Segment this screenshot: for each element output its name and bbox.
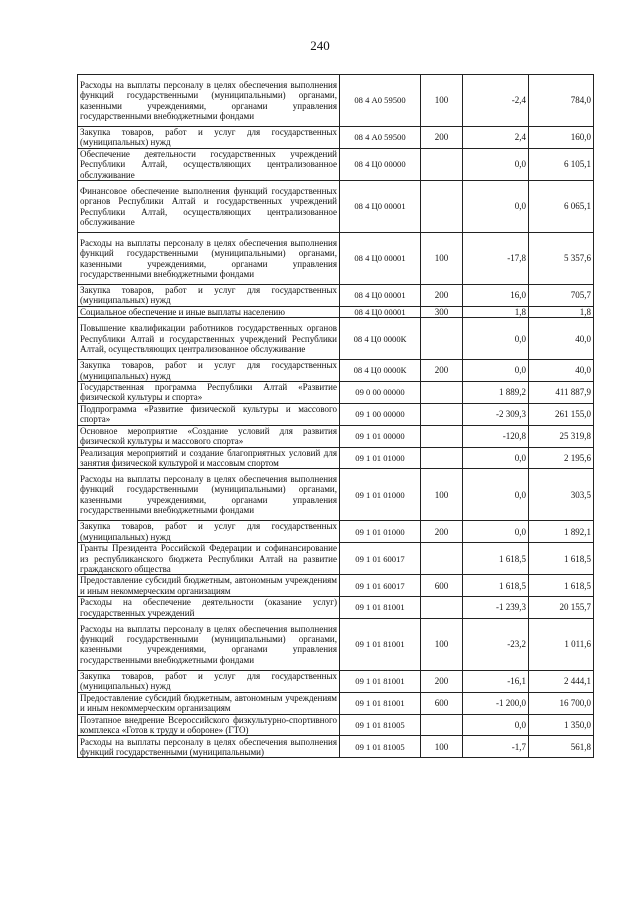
expense-type-cell [421,181,463,233]
total-amount-cell: 1 011,6 [529,618,594,670]
table-row [78,75,594,127]
expense-type-cell [421,403,463,425]
target-code-cell: 09 1 01 01000 [340,469,421,521]
change-amount-cell: -16,1 [463,670,529,692]
target-code-cell: 09 1 00 00000 [340,403,421,425]
expense-name-cell: Закупка товаров, работ и услуг для государственных (муниципальных) нужд [78,670,340,692]
table-row [78,543,594,575]
target-code-cell: 09 0 00 00000 [340,382,421,404]
total-amount-cell: 1 618,5 [529,543,594,575]
expense-name-cell: Расходы на выплаты персоналу в целях обеспечения выполнения функций государственными (муниципальными) органами, казенными учреждениями, органами управления государственными внебюджетными фондами [78,618,340,670]
expense-name-cell: Социальное обеспечение и иные выплаты населению [78,306,340,317]
target-code-cell: 09 1 01 01000 [340,447,421,469]
change-amount-cell: -2 309,3 [463,403,529,425]
change-amount-cell: 0,0 [463,181,529,233]
total-amount-cell: 16 700,0 [529,692,594,714]
total-amount-cell: 784,0 [529,75,594,127]
expense-type-cell: 100 [421,736,463,758]
target-code-cell: 09 1 01 81005 [340,736,421,758]
expense-name-cell: Основное мероприятие «Создание условий для развития физической культуры и массового спорта» [78,425,340,447]
page-number: 240 [310,38,330,53]
expense-name-cell: Закупка товаров, работ и услуг для государственных (муниципальных) нужд [78,521,340,543]
total-amount-cell: 160,0 [529,127,594,149]
expense-type-cell: 600 [421,575,463,597]
total-amount-cell: 1 618,5 [529,575,594,597]
total-amount-cell: 6 105,1 [529,148,594,180]
expense-name-cell: Расходы на выплаты персоналу в целях обеспечения выполнения функций государственными (муниципальными) органами, казенными учреждениями, органами управления государственными внебюджетными фондами [78,75,340,127]
table-row [78,403,594,425]
expense-type-cell: 100 [421,469,463,521]
table-row [78,618,594,670]
target-code-cell: 09 1 01 81001 [340,670,421,692]
expense-type-cell [421,447,463,469]
change-amount-cell: 2,4 [463,127,529,149]
expense-type-cell [421,597,463,619]
target-code-cell: 08 4 Ц0 00001 [340,181,421,233]
expense-name-cell: Финансовое обеспечение выполнения функций государственных органов Республики Алтай и государственных учреждений Республики Алтай, осуществляющих централизованное обслуживание [78,181,340,233]
expense-type-cell: 100 [421,618,463,670]
change-amount-cell: -1 200,0 [463,692,529,714]
expense-type-cell [421,318,463,360]
expense-type-cell: 600 [421,692,463,714]
total-amount-cell: 561,8 [529,736,594,758]
expense-name-cell: Реализация мероприятий и создание благоприятных условий для занятия физической культурой и массовым спортом [78,447,340,469]
expense-name-cell: Государственная программа Республики Алтай «Развитие физической культуры и спорта» [78,382,340,404]
target-code-cell: 08 4 А0 59500 [340,127,421,149]
total-amount-cell: 20 155,7 [529,597,594,619]
table-row [78,318,594,360]
table-row [78,306,594,317]
change-amount-cell: 16,0 [463,285,529,307]
expense-type-cell: 100 [421,233,463,285]
target-code-cell: 08 4 Ц0 00001 [340,285,421,307]
total-amount-cell: 40,0 [529,318,594,360]
expense-type-cell [421,425,463,447]
change-amount-cell: 1 618,5 [463,543,529,575]
expense-type-cell [421,382,463,404]
expense-name-cell: Обеспечение деятельности государственных учреждений Республики Алтай, осуществляющих централизованное обслуживание [78,148,340,180]
change-amount-cell: 0,0 [463,714,529,736]
expense-name-cell: Закупка товаров, работ и услуг для государственных (муниципальных) нужд [78,285,340,307]
table-row [78,148,594,180]
budget-table [77,74,594,758]
total-amount-cell: 2 444,1 [529,670,594,692]
target-code-cell: 08 4 Ц0 0000К [340,318,421,360]
total-amount-cell: 1 892,1 [529,521,594,543]
total-amount-cell: 5 357,6 [529,233,594,285]
total-amount-cell: 25 319,8 [529,425,594,447]
expense-name-cell: Предоставление субсидий бюджетным, автономным учреждениям и иным некоммерческим организациям [78,575,340,597]
target-code-cell: 09 1 01 60017 [340,543,421,575]
table-row [78,360,594,382]
expense-name-cell: Повышение квалификации работников государственных органов Республики Алтай и государственных учреждений Республики Алтай, осуществляющих централизованное обслуживание [78,318,340,360]
table-row [78,382,594,404]
expense-name-cell: Закупка товаров, работ и услуг для государственных (муниципальных) нужд [78,127,340,149]
table-row [78,714,594,736]
target-code-cell: 09 1 01 81001 [340,597,421,619]
table-row [78,127,594,149]
expense-type-cell: 200 [421,521,463,543]
change-amount-cell: 1,8 [463,306,529,317]
change-amount-cell: -1,7 [463,736,529,758]
table-row [78,521,594,543]
total-amount-cell: 2 195,6 [529,447,594,469]
target-code-cell: 09 1 01 01000 [340,521,421,543]
expense-name-cell: Расходы на выплаты персоналу в целях обеспечения выполнения функций государственными (муниципальными) [78,736,340,758]
expense-name-cell: Поэтапное внедрение Всероссийского физкультурно-спортивного комплекса «Готов к труду и обороне» (ГТО) [78,714,340,736]
total-amount-cell: 6 065,1 [529,181,594,233]
expense-type-cell: 200 [421,670,463,692]
change-amount-cell: 1 618,5 [463,575,529,597]
target-code-cell: 09 1 01 81001 [340,692,421,714]
target-code-cell: 08 4 А0 59500 [340,75,421,127]
expense-name-cell: Предоставление субсидий бюджетным, автономным учреждениям и иным некоммерческим организациям [78,692,340,714]
expense-type-cell: 300 [421,306,463,317]
budget-table-body [78,75,594,758]
total-amount-cell: 705,7 [529,285,594,307]
expense-type-cell: 200 [421,360,463,382]
total-amount-cell: 1,8 [529,306,594,317]
expense-name-cell: Расходы на выплаты персоналу в целях обеспечения выполнения функций государственными (муниципальными) органами, казенными учреждениями, органами управления государственными внебюджетными фондами [78,469,340,521]
expense-type-cell [421,714,463,736]
change-amount-cell: 0,0 [463,360,529,382]
table-row [78,233,594,285]
expense-name-cell: Закупка товаров, работ и услуг для государственных (муниципальных) нужд [78,360,340,382]
table-row [78,597,594,619]
change-amount-cell: -2,4 [463,75,529,127]
total-amount-cell: 303,5 [529,469,594,521]
table-row [78,285,594,307]
target-code-cell: 08 4 Ц0 00001 [340,306,421,317]
target-code-cell: 08 4 Ц0 00001 [340,233,421,285]
expense-name-cell: Подпрограмма «Развитие физической культуры и массового спорта» [78,403,340,425]
expense-name-cell: Расходы на выплаты персоналу в целях обеспечения выполнения функций государственными (муниципальными) органами, казенными учреждениями, органами управления государственными внебюджетными фондами [78,233,340,285]
change-amount-cell: 0,0 [463,469,529,521]
target-code-cell: 09 1 01 00000 [340,425,421,447]
table-row [78,670,594,692]
table-row [78,469,594,521]
target-code-cell: 09 1 01 81001 [340,618,421,670]
expense-type-cell: 200 [421,127,463,149]
table-row [78,181,594,233]
expense-name-cell: Гранты Президента Российской Федерации и софинансирование из республиканского бюджета Республики Алтай на развитие гражданского общества [78,543,340,575]
table-row [78,447,594,469]
target-code-cell: 09 1 01 81005 [340,714,421,736]
change-amount-cell: 0,0 [463,318,529,360]
table-row [78,425,594,447]
expense-name-cell: Расходы на обеспечение деятельности (оказание услуг) государственных учреждений [78,597,340,619]
target-code-cell: 08 4 Ц0 0000К [340,360,421,382]
total-amount-cell: 40,0 [529,360,594,382]
total-amount-cell: 1 350,0 [529,714,594,736]
target-code-cell: 09 1 01 60017 [340,575,421,597]
change-amount-cell: -23,2 [463,618,529,670]
change-amount-cell: 0,0 [463,521,529,543]
expense-type-cell: 100 [421,75,463,127]
change-amount-cell: -120,8 [463,425,529,447]
expense-type-cell [421,543,463,575]
expense-type-cell: 200 [421,285,463,307]
total-amount-cell: 261 155,0 [529,403,594,425]
expense-type-cell [421,148,463,180]
change-amount-cell: 1 889,2 [463,382,529,404]
table-row [78,736,594,758]
table-row [78,575,594,597]
total-amount-cell: 411 887,9 [529,382,594,404]
change-amount-cell: 0,0 [463,447,529,469]
change-amount-cell: 0,0 [463,148,529,180]
change-amount-cell: -1 239,3 [463,597,529,619]
change-amount-cell: -17,8 [463,233,529,285]
target-code-cell: 08 4 Ц0 00000 [340,148,421,180]
table-row [78,692,594,714]
